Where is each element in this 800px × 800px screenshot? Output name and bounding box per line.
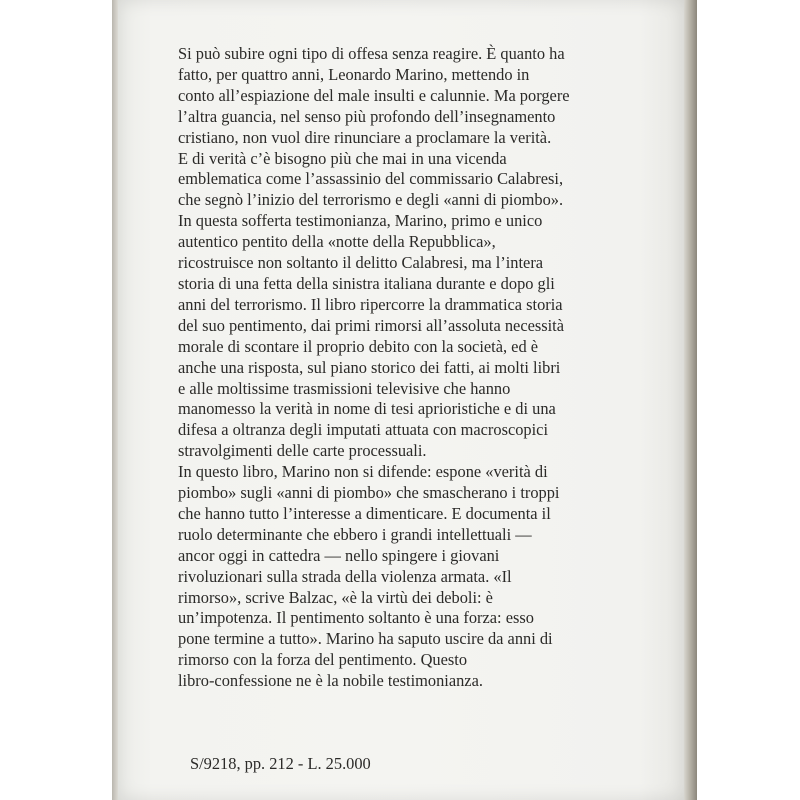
blurb-line: manomesso la verità in nome di tesi aprioristiche e di una — [178, 399, 556, 419]
blurb-line: In questo libro, Marino non si difende: espone «verità di — [178, 462, 548, 482]
blurb-line: rivoluzionari sulla strada della violenza armata. «Il — [178, 566, 512, 586]
blurb-line: ruolo determinante che ebbero i grandi intellettuali — — [178, 524, 532, 544]
blurb-line: storia di una fetta della sinistra italiana durante e dopo gli — [178, 273, 555, 293]
blurb-line: Si può subire ogni tipo di offesa senza reagire. È quanto ha — [178, 44, 565, 63]
blurb-line: stravolgimenti delle carte processuali. — [178, 441, 427, 461]
blurb-line: E di verità c’è bisogno più che mai in una vicenda — [178, 148, 507, 168]
blurb-line: emblematica come l’assassinio del commissario Calabresi, — [178, 169, 564, 189]
book-back-cover — [112, 0, 697, 800]
blurb-line: autentico pentito della «notte della Repubblica», — [178, 232, 496, 252]
blurb-line: che segnò l’inizio del terrorismo e degli «anni di piombo». — [178, 190, 564, 210]
blurb-line: difesa a oltranza degli imputati attuata con macroscopici — [178, 420, 549, 440]
blurb-line: rimorso», scrive Balzac, «è la virtù dei deboli: è — [178, 587, 493, 607]
blurb-line: conto all’espiazione del male insulti e calunnie. Ma porgere — [178, 85, 570, 105]
blurb-line: anche una risposta, sul piano storico dei fatti, ai molti libri — [178, 357, 561, 377]
blurb-text — [178, 44, 638, 692]
blurb-line: l’altra guancia, nel senso più profondo dell’insegnamento — [178, 106, 556, 126]
blurb-line: morale di scontare il proprio debito con la società, ed è — [178, 336, 539, 356]
blurb-line: pone termine a tutto». Marino ha saputo uscire da anni di — [178, 629, 553, 649]
blurb-line: libro-confessione ne è la nobile testimonianza. — [178, 671, 483, 691]
blurb-line: un’impotenza. Il pentimento soltanto è una forza: esso — [178, 608, 534, 628]
blurb-line: ancor oggi in cattedra — nello spingere i giovani — [178, 545, 500, 565]
blurb-line: fatto, per quattro anni, Leonardo Marino, mettendo in — [178, 64, 530, 84]
cover-page — [118, 0, 684, 800]
blurb-line: del suo pentimento, dai primi rimorsi all’assoluta necessità — [178, 315, 565, 335]
catalog-price-line: S/9218, pp. 212 - L. 25.000 — [190, 754, 371, 773]
blurb-line: rimorso con la forza del pentimento. Questo — [178, 650, 468, 670]
blurb-line: ricostruisce non soltanto il delitto Calabresi, ma l’intera — [178, 253, 544, 273]
blurb-line: cristiano, non vuol dire rinunciare a proclamare la verità. — [178, 127, 552, 147]
blurb-line: piombo» sugli «anni di piombo» che smascherano i troppi — [178, 483, 560, 503]
blurb-line: In questa sofferta testimonianza, Marino, primo e unico — [178, 211, 543, 231]
book-spine-edge — [684, 0, 697, 800]
blurb-line: anni del terrorismo. Il libro ripercorre la drammatica storia — [178, 294, 563, 314]
blurb-line: e alle moltissime trasmissioni televisive che hanno — [178, 378, 511, 398]
blurb-line: che hanno tutto l’interesse a dimenticare. E documenta il — [178, 503, 551, 523]
